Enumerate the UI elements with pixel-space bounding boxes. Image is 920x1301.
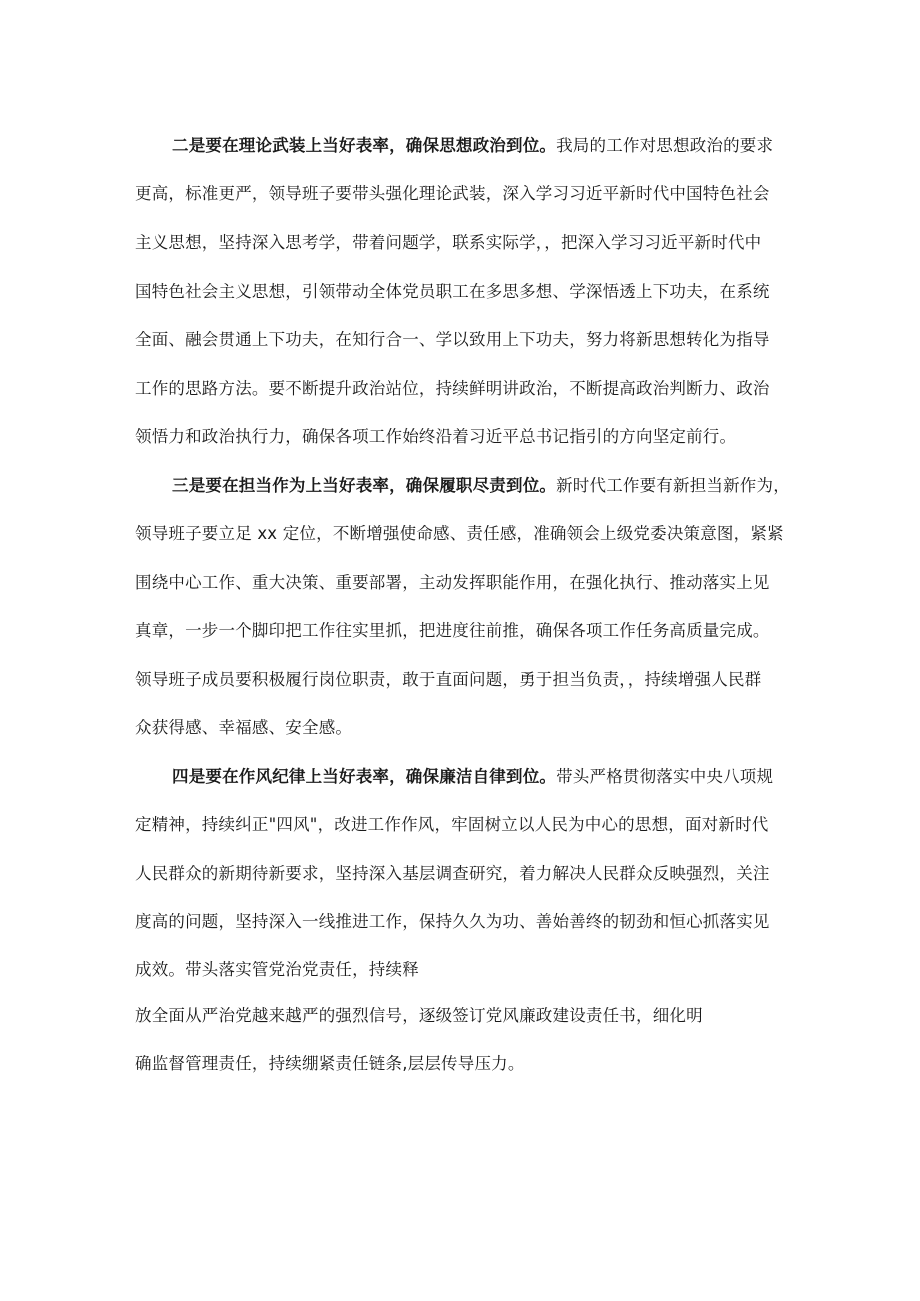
paragraph-line: 定精神，持续纠正"四风"，改进工作作风，牢固树立以人民为中心的思想，面对新时代 [135,815,769,834]
paragraph-line: 成效。带头落实管党治党责任，持续释 [135,960,419,979]
paragraph-line: 国特色社会主义思想，引领带动全体党员职工在多思多想、学深悟透上下功夫，在系统 [135,282,770,301]
paragraph-line: 全面、融会贯通上下功夫，在知行合一、学以致用上下功夫，努力将新思想转化为指导 [135,330,770,349]
paragraph-line: 围绕中心工作、重大决策、重要部署，主动发挥职能作用，在强化执行、推动落实上见 [135,573,770,592]
paragraph-line: 工作的思路方法。要不断提升政治站位，持续鲜明讲政治，不断提高政治判断力、政治 [135,379,770,398]
paragraph-line [172,134,773,158]
paragraph-line: 领导班子要立足 xx 定位，不断增强使命感、责任感，准确领会上级党委决策意图，紧紧 [135,524,784,543]
paragraph-line: 领导班子成员要积极履行岗位职责，敢于直面问题，勇于担当负责，，持续增强人民群 [135,670,762,689]
paragraph-line: 放全面从严治党越来越严的强烈信号，逐级签订党风廉政建设责任书，细化明 [135,1006,703,1025]
paragraph-line: 度高的问题，坚持深入一线推进工作，保持久久为功、善始善终的韧劲和恒心抓落实见 [135,912,770,931]
paragraph-line: 确监督管理责任，持续绷紧责任链条,层层传导压力。 [135,1054,525,1073]
paragraph-line: 更高，标准更严，领导班子要带头强化理论武装，深入学习习近平新时代中国特色社会 [135,184,770,203]
paragraph-text: 新时代工作要有新担当新作为， [556,476,790,495]
paragraph-heading: 二是要在理论武装上当好表率，确保思想政治到位。 [172,136,557,155]
paragraph-line [172,765,773,789]
paragraph-text: 我局的工作对思想政治的要求 [556,136,774,155]
paragraph-text: 带头严格贯彻落实中央八项规 [556,767,774,786]
paragraph-line: 主义思想，坚持深入思考学，带着问题学，联系实际学，，把深入学习习近平新时代中 [135,233,762,252]
paragraph-line [172,474,790,498]
paragraph-line: 真章，一步一个脚印把工作往实里抓，把进度往前推，确保各项工作任务高质量完成。 [135,621,770,640]
paragraph-heading: 三是要在担当作为上当好表率，确保履职尽责到位。 [172,476,557,495]
paragraph-line: 领悟力和政治执行力，确保各项工作始终沿着习近平总书记指引的方向坚定前行。 [135,427,737,446]
paragraph-heading: 四是要在作风纪律上当好表率，确保廉洁自律到位。 [172,767,557,786]
paragraph-line: 众获得感、幸福感、安全感。 [135,718,353,737]
paragraph-line: 人民群众的新期待新要求，坚持深入基层调查研究，着力解决人民群众反映强烈，关注 [135,864,770,883]
